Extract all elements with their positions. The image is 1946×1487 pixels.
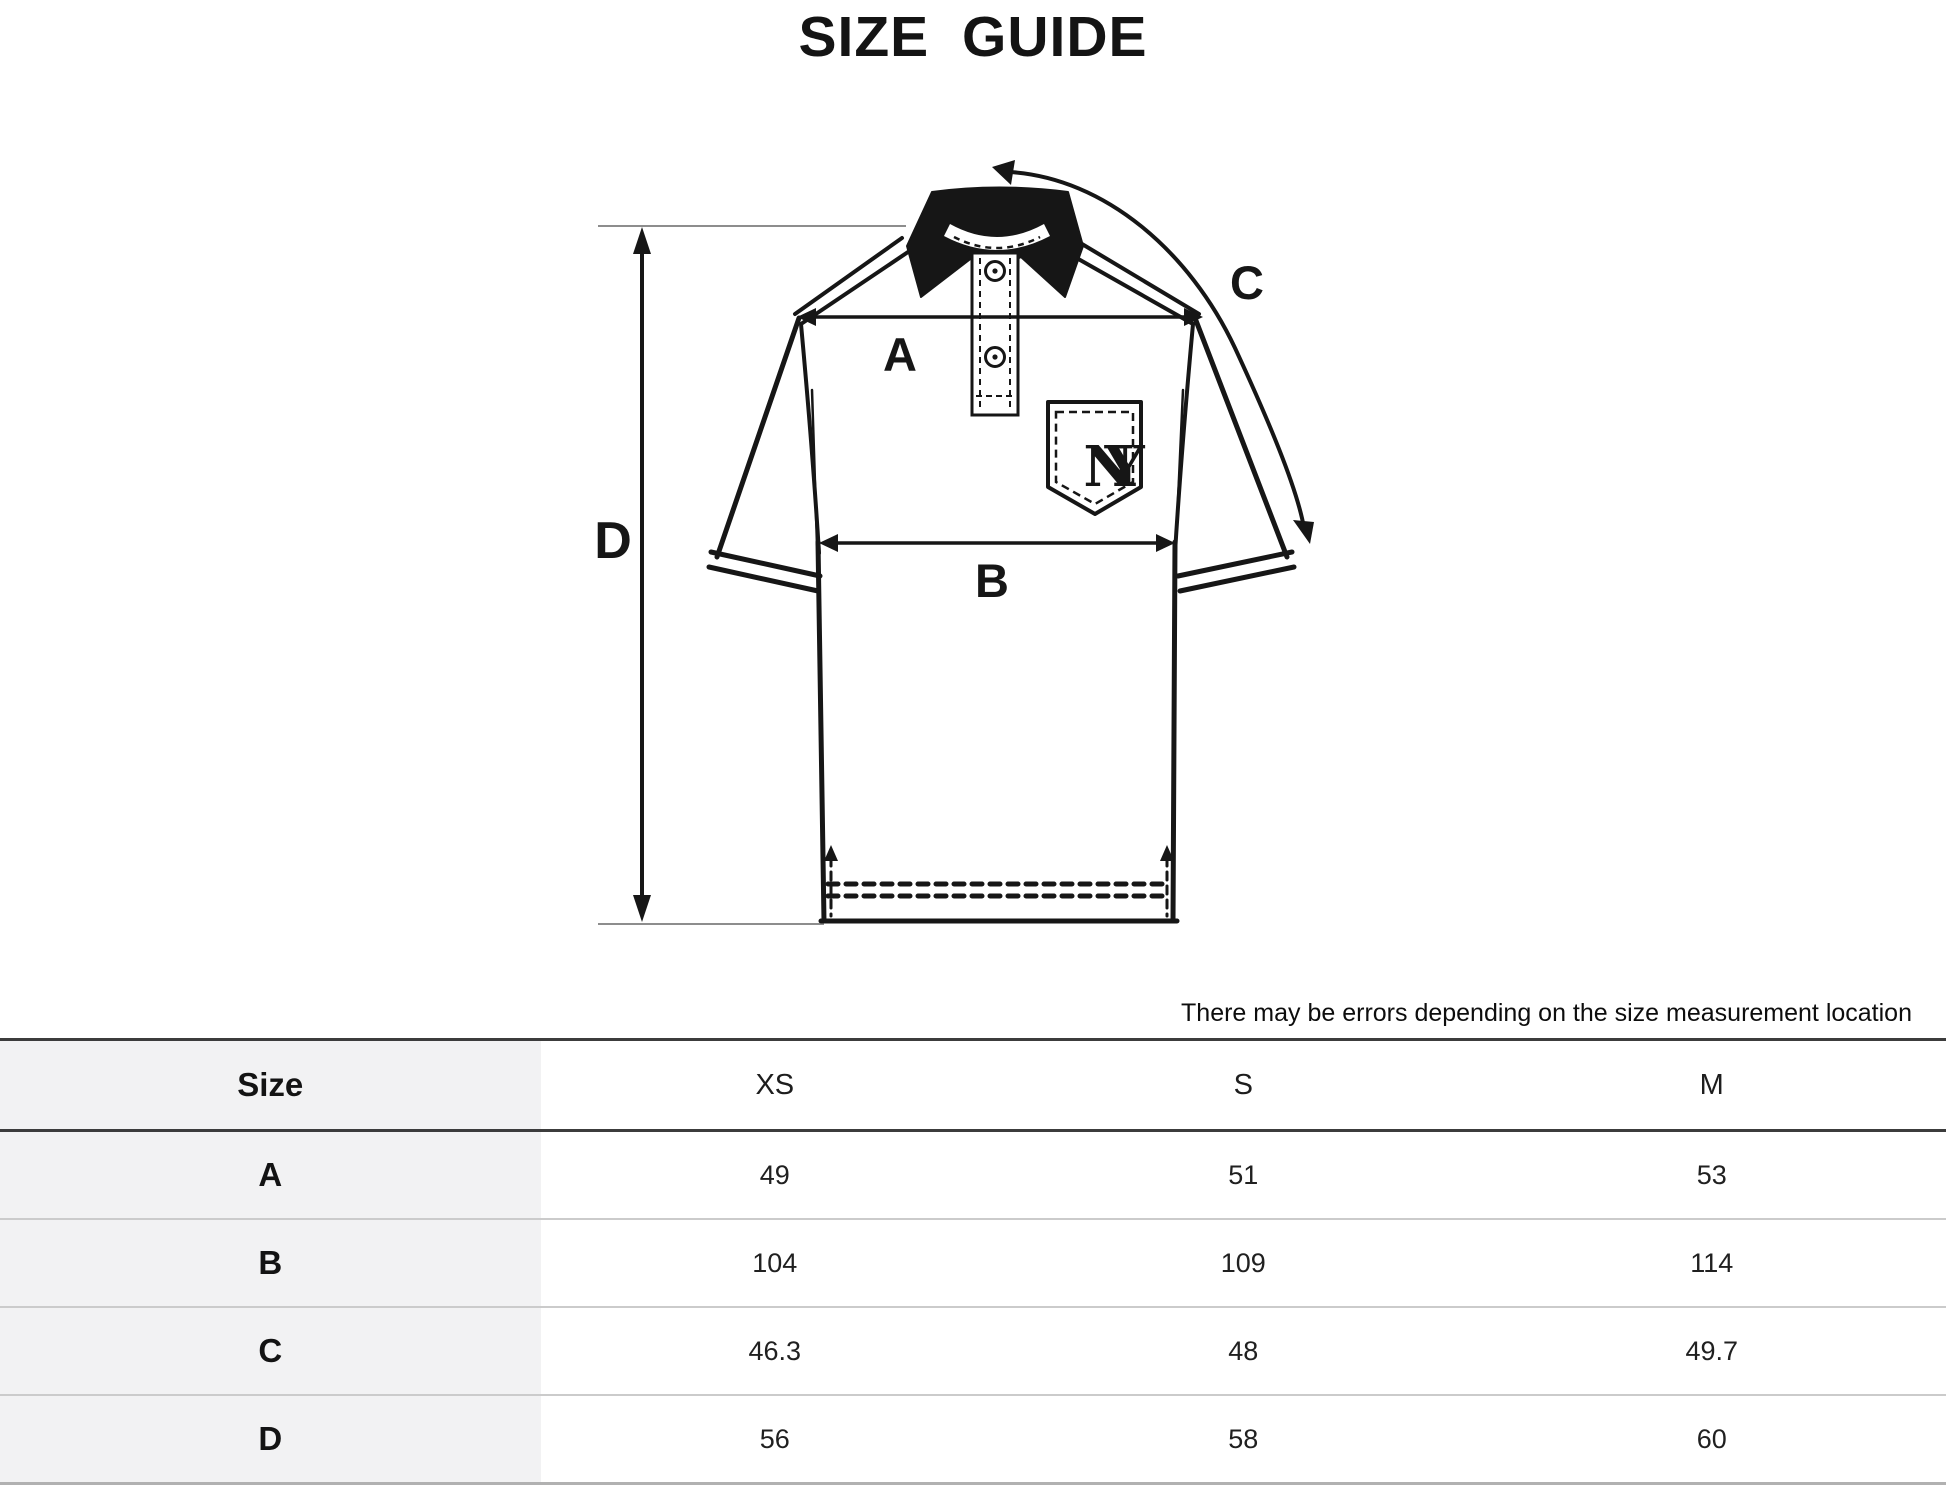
table-row-b	[0, 1219, 1946, 1307]
ny-logo-icon: NY	[1083, 434, 1115, 500]
left-shoulder-seam-2	[801, 252, 908, 324]
col-header-xs: XS	[541, 1040, 1009, 1131]
cell-a-s: 51	[1009, 1131, 1477, 1220]
cell-b-xs: 104	[541, 1219, 1009, 1307]
label-shoulder-a: A	[883, 328, 917, 381]
measure-b-arrow	[819, 534, 1175, 552]
row-label-d: D	[0, 1395, 541, 1484]
arrowhead-down	[633, 895, 651, 922]
col-header-s: S	[1009, 1040, 1477, 1131]
left-armhole	[801, 324, 819, 553]
cell-c-m: 49.7	[1477, 1307, 1946, 1395]
col-header-size: Size	[0, 1040, 541, 1131]
button-top	[986, 262, 1005, 281]
chest-pocket	[1048, 402, 1146, 514]
col-header-m: M	[1477, 1040, 1946, 1131]
label-chest-b: B	[975, 554, 1009, 607]
cell-c-xs: 46.3	[541, 1307, 1009, 1395]
cell-a-m: 53	[1477, 1131, 1946, 1220]
cell-d-xs: 56	[541, 1395, 1009, 1484]
label-length-d: D	[594, 512, 632, 570]
table-row-a	[0, 1131, 1946, 1220]
left-slit-mark	[824, 845, 838, 861]
arrowhead-up	[633, 227, 651, 254]
label-sleeve-c: C	[1230, 256, 1264, 309]
table-row-c	[0, 1307, 1946, 1395]
cell-c-s: 48	[1009, 1307, 1477, 1395]
right-armhole	[1175, 324, 1193, 553]
left-shoulder-seam-1	[795, 238, 902, 314]
arrowhead-start	[992, 160, 1015, 185]
arrowhead-left	[819, 534, 838, 552]
placket	[972, 253, 1018, 415]
row-label-c: C	[0, 1307, 541, 1395]
arrowhead-end	[1293, 520, 1314, 544]
right-shoulder-seam-1	[1072, 238, 1199, 314]
arrowhead-right	[1156, 534, 1175, 552]
size-table	[0, 1038, 1946, 1485]
table-row-d	[0, 1395, 1946, 1484]
cell-d-m: 60	[1477, 1395, 1946, 1484]
cell-d-s: 58	[1009, 1395, 1477, 1484]
body-right-seam	[1173, 542, 1175, 921]
row-label-a: A	[0, 1131, 541, 1220]
body-left-seam	[818, 542, 824, 921]
left-sleeve-outer	[717, 318, 799, 557]
row-label-b: B	[0, 1219, 541, 1307]
button-bottom	[986, 348, 1005, 367]
cell-b-m: 114	[1477, 1219, 1946, 1307]
cell-a-xs: 49	[541, 1131, 1009, 1220]
measurement-note: There may be errors depending on the size measurement location	[1181, 999, 1912, 1027]
cell-b-s: 109	[1009, 1219, 1477, 1307]
right-shoulder-seam-2	[1066, 252, 1193, 324]
table-header-row	[0, 1040, 1946, 1131]
page-title: SIZE GUIDE	[798, 5, 1148, 69]
